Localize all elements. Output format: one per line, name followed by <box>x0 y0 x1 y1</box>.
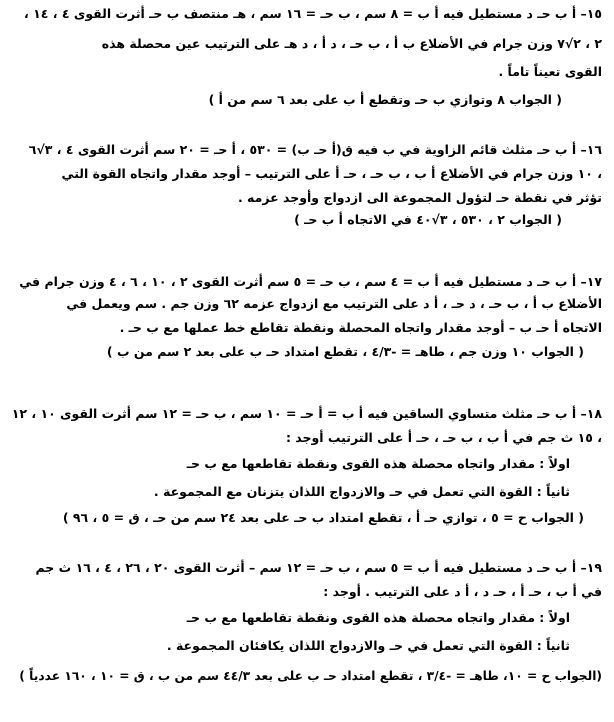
problem-15-answer: ( الجواب ٨ وتوازي ب حـ وتقطع أ ب على بعد ٦ سم من أ ) <box>208 92 562 107</box>
problem-19-item-2: ثانياً : القوة التي تعمل في حـ والازدواج اللذان يكافئان المجموعة . <box>166 638 570 653</box>
problem-15-line-1: ١٥– أ ب حـ د مستطيل فيه أ ب = ٨ سم ، ب حـ = ١٦ سم ، هـ منتصف ب حـ أثرت القوى ٤ ، ١٤ ، <box>24 6 602 21</box>
problem-18-answer: ( الجواب ح = ٥ ، توازي حـ أ ، تقطع امتداد ب حـ على بعد ٢٤ سم من حـ ، ق = ٥ ، ٩٦ ) <box>62 510 584 525</box>
problem-18-line-1: ١٨– أ ب حـ مثلث متساوي الساقين فيه أ ب = أ حـ = ١٠ سم ، ب حـ = ١٢ سم أثرت القوى ١٠ ، ١٢ <box>11 406 602 421</box>
problem-17-line-2: الأضلاع ب أ ، ب حـ ، د حـ ، أ د على الترتيب مع ازدواج عزمه ٦٢ وزن جم . سم ويعمل في <box>66 296 602 311</box>
problem-19-line-1: ١٩– أ ب حـ د مستطيل فيه أ ب = ٥ سم ، ب حـ = ١٢ سم – أثرت القوى ٢٠ ، ٢٦ ، ٤ ، ١٦ ث جم <box>35 560 602 575</box>
problem-19-answer: (الجواب ح = ١٠، طاهـ = -٣/٤ ، تقطع امتداد حـ ب على بعد ٤٤/٣ سم من ب ، ق = ١٠ ، ١٦٠ عددياً ) <box>19 669 602 683</box>
problem-16-answer: ( الجواب ٢ ، ٥٣٠ ، ٣√٤٠ في الاتجاه أ ب حـ ) <box>294 212 562 227</box>
problem-18-item-1: اولاً : مقدار واتجاه محصلة هذه القوى ونقطة تقاطعها مع ب حـ <box>186 456 570 471</box>
problem-16-line-2: ، ١٠ وزن جرام في الأضلاع أ ب ، ب حـ ، حـ أ على الترتيب – أوجد مقدار واتجاه القوة التي <box>61 166 602 181</box>
problem-16-line-1: ١٦– أ ب حـ مثلث قائم الزاوية في ب فيه ق(أ حـ ب) = ٥٣٠ ، أ حـ = ٢٠ سم أثرت القوى ٤ ، ٣√٦ <box>28 142 602 157</box>
problem-17-line-1: ١٧– أ ب حـ د مستطيل فيه أ ب = ٤ سم ، ب حـ = ٥ سم أثرت القوى ٢ ، ١٠ ، ٦ ، ٤ وزن جرام في <box>19 274 602 289</box>
problem-16-line-3: تؤثر في نقطة حـ لتؤول المجموعة الى ازدواج وأوجد عزمه . <box>237 190 602 205</box>
problem-17-answer: ( الجواب ١٠ وزن جم ، طاهـ = -٤/٣ ، تقطع امتداد حـ ب على بعد ٢ سم من ب ) <box>106 344 584 359</box>
problem-19-item-1: اولاً : مقدار واتجاه محصلة هذه القوى ونقطة تقاطعها مع ب حـ <box>186 610 570 625</box>
problem-15-line-2: ٢ ، ٢√٧ وزن جرام في الأضلاع ب أ ، ب حـ ، د أ ، د هـ على الترتيب عين محصلة هذه <box>101 36 602 51</box>
problem-18-line-2: ، ١٥ ث جم في أ ب ، ب حـ ، حـ أ على الترتيب أوجد : <box>285 430 602 445</box>
problem-18-item-2: ثانياً : القوة التي تعمل في حـ والازدواج اللذان يتزنان مع المجموعة . <box>153 484 570 499</box>
problem-19-line-2: في أ ب ، حـ أ ، حـ د ، أ د على الترتيب . أوجد : <box>323 584 602 599</box>
problem-17-line-3: الاتجاه أ حـ ب – أوجد مقدار واتجاه المحصلة ونقطة تقاطع خط عملها مع ب حـ . <box>119 320 602 335</box>
problem-15-line-3: القوى تعيناً تاماً . <box>498 64 602 79</box>
